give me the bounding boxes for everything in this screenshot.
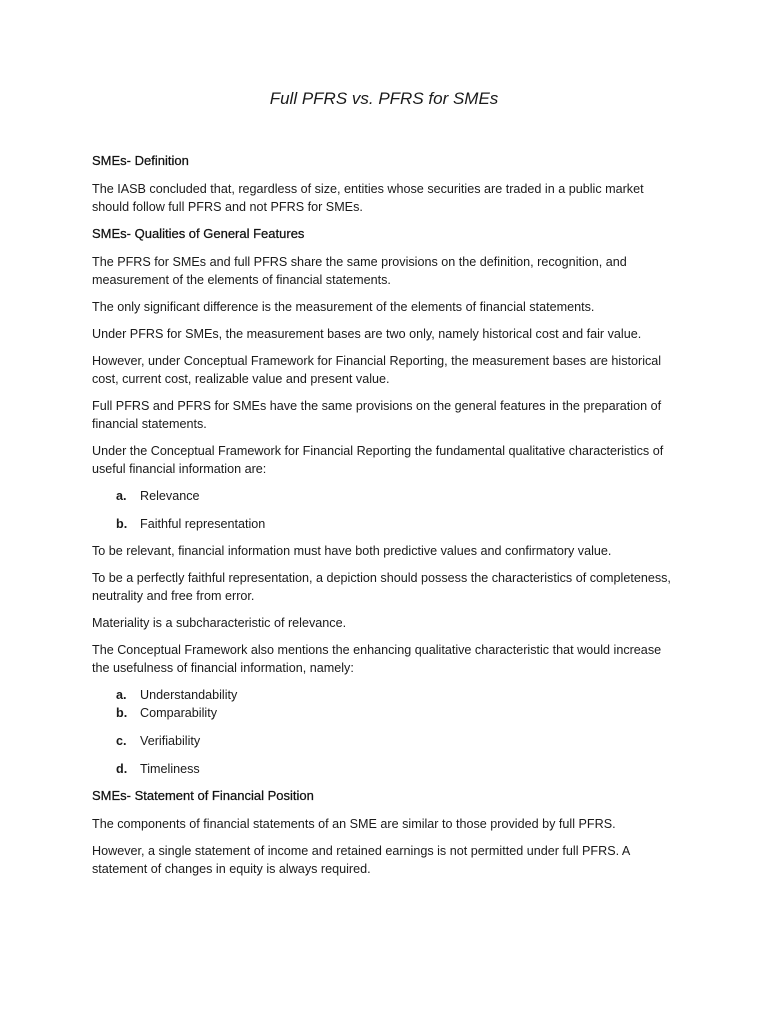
list-item	[92, 686, 682, 704]
list-marker: b.	[116, 706, 128, 720]
list-item	[92, 732, 682, 750]
paragraph: The PFRS for SMEs and full PFRS share the same provisions on the definition, recognition, and measurement of the elements of financial statements.	[92, 255, 627, 287]
list-item	[92, 704, 682, 722]
fundamental-characteristics-list	[92, 487, 682, 533]
paragraph: Materiality is a subcharacteristic of relevance.	[92, 616, 347, 630]
list-item-text: Verifiability	[140, 734, 201, 748]
list-item-text: Timeliness	[140, 762, 200, 776]
paragraph: However, under Conceptual Framework for Financial Reporting, the measurement bases are historical cost, current cost, realizable value and present value.	[92, 354, 662, 386]
list-item-text: Faithful representation	[140, 517, 266, 531]
list-marker: a.	[116, 688, 127, 702]
list-marker: c.	[116, 734, 127, 748]
section-heading-qualities: SMEs- Qualities of General Features	[92, 226, 305, 241]
list-marker: d.	[116, 762, 128, 776]
list-item-text: Comparability	[140, 706, 217, 720]
paragraph: The only significant difference is the measurement of the elements of financial statements.	[92, 300, 595, 314]
paragraph: The IASB concluded that, regardless of size, entities whose securities are traded in a public market should follow full PFRS and not PFRS for SMEs.	[92, 182, 644, 214]
list-item	[92, 487, 682, 505]
document-title: Full PFRS vs. PFRS for SMEs	[269, 89, 499, 108]
list-item-text: Understandability	[140, 688, 238, 702]
list-marker: a.	[116, 489, 127, 503]
document-body	[92, 152, 682, 887]
list-item	[92, 515, 682, 533]
paragraph: To be relevant, financial information must have both predictive values and confirmatory value.	[92, 544, 612, 558]
section-heading-financial-position: SMEs- Statement of Financial Position	[92, 788, 314, 803]
paragraph: The Conceptual Framework also mentions the enhancing qualitative characteristic that would increase the usefulness of financial information, namely:	[92, 643, 662, 675]
paragraph: Under PFRS for SMEs, the measurement bases are two only, namely historical cost and fair value.	[92, 327, 642, 341]
paragraph: The components of financial statements of an SME are similar to those provided by full PFRS.	[92, 817, 616, 831]
list-item-text: Relevance	[140, 489, 200, 503]
section-heading-definition: SMEs- Definition	[92, 153, 189, 168]
paragraph: To be a perfectly faithful representation, a depiction should possess the characteristics of completeness, neutrality and free from error.	[92, 571, 671, 603]
paragraph: Under the Conceptual Framework for Financial Reporting the fundamental qualitative characteristics of useful financial information are:	[92, 444, 664, 476]
list-marker: b.	[116, 517, 128, 531]
list-item	[92, 760, 682, 778]
paragraph: Full PFRS and PFRS for SMEs have the same provisions on the general features in the preparation of financial statements.	[92, 399, 662, 431]
enhancing-characteristics-list	[92, 686, 682, 778]
paragraph: However, a single statement of income and retained earnings is not permitted under full PFRS. A statement of changes in equity is always required.	[92, 844, 630, 876]
